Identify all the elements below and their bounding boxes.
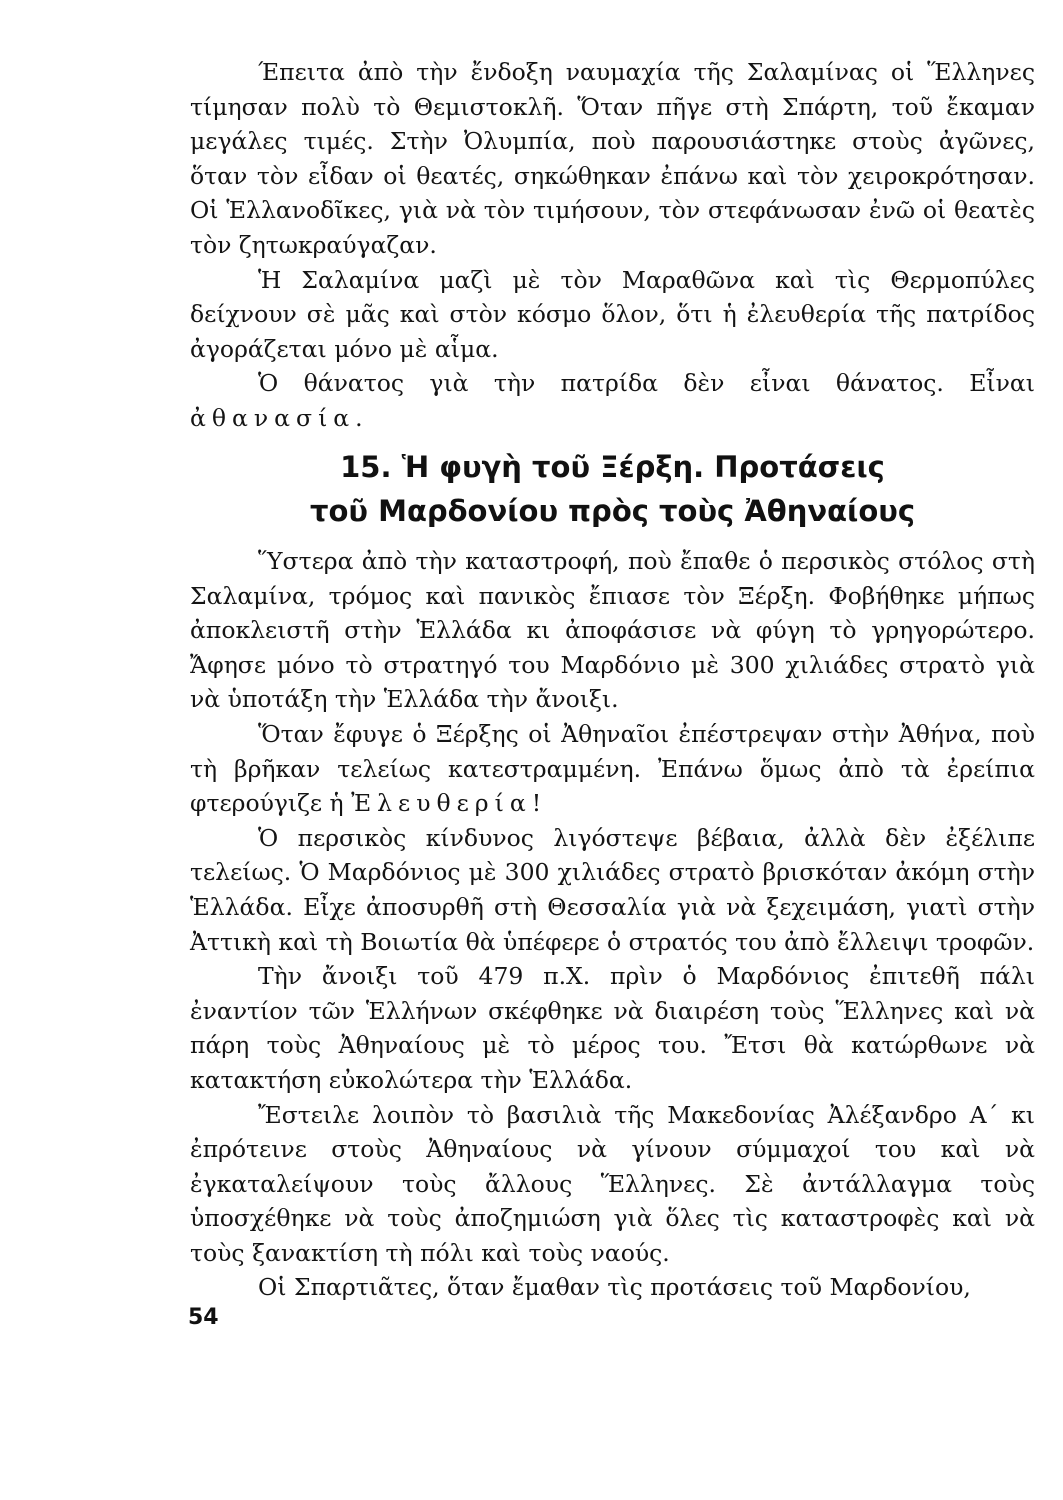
- section-heading: [190, 445, 1035, 533]
- emphasized-word: ἀθανασία.: [190, 403, 369, 432]
- paragraph: Ὁ περσικὸς κίνδυνος λιγόστεψε βέβαια, ἀλλὰ δὲν ἐξέλιπε τελείως. Ὁ Μαρδόνιος μὲ 300 χιλιάδες στρατὸ βρισκόταν ἀκόμη στὴν Ἑλλάδα. Εἶχε ἀποσυρθῆ στὴ Θεσσαλία γιὰ νὰ ξεχειμάση, γιατὶ στὴν Ἀττικὴ καὶ τὴ Βοιωτία θὰ ὑπέφερε ὁ στρατός του ἀπὸ ἔλλειψι τροφῶν.: [190, 823, 1035, 956]
- paragraph-text: Ὅταν ἔφυγε ὁ Ξέρξης οἱ Ἀθηναῖοι ἐπέστρεψαν στὴν Ἀθήνα, ποὺ τὴ βρῆκαν τελείως κατεστραμμένη. Ἐπάνω ὅμως ἀπὸ τὰ ἐρείπια φτερούγιζε ἡ: [190, 719, 1035, 818]
- paragraph-text: Ὁ θάνατος γιὰ τὴν πατρίδα δὲν εἶναι θάνατος. Εἶναι: [258, 369, 1035, 398]
- paragraph: Ἡ Σαλαμίνα μαζὶ μὲ τὸν Μαραθῶνα καὶ τὶς Θερμοπύλες δείχνουν σὲ μᾶς καὶ στὸν κόσμο ὅλον, ὅτι ἡ ἐλευθερία τῆς πατρίδος ἀγοράζεται μόνο μὲ αἷμα.: [190, 265, 1035, 363]
- section-heading-line: τοῦ Μαρδονίου πρὸς τοὺς Ἀθηναίους: [309, 494, 916, 528]
- emphasized-word: Ἐλευθερία!: [351, 789, 548, 818]
- paragraph: Έπειτα ἀπὸ τὴν ἔνδοξη ναυμαχία τῆς Σαλαμίνας οἱ Ἕλληνες τίμησαν πολὺ τὸ Θεμιστοκλῆ. Ὅταν πῆγε στὴ Σπάρτη, τοῦ ἔκαμαν μεγάλες τιμές. Στὴν Ὀλυμπία, ποὺ παρουσιάστηκε στοὺς ἀγῶνες, ὅταν τὸν εἶδαν οἱ θεατές, σηκώθηκαν ἐπάνω καὶ τὸν χειροκρότησαν. Οἱ Ἑλλανοδῖκες, γιὰ νὰ τὸν τιμήσουν, τὸν στεφάνωσαν ἐνῶ οἱ θεατὲς τὸν ζητωκραύγαζαν.: [190, 58, 1035, 259]
- section-text-block: [190, 544, 1035, 1305]
- paragraph: [190, 366, 1035, 435]
- paragraph: [190, 717, 1035, 821]
- section-heading-line: 15. Ἡ φυγὴ τοῦ Ξέρξη. Προτάσεις: [340, 450, 885, 484]
- paragraph: Ἔστειλε λοιπὸν τὸ βασιλιὰ τῆς Μακεδονίας Ἀλέξανδρο Α΄ κι ἐπρότεινε στοὺς Ἀθηναίους νὰ γίνουν σύμμαχοί του καὶ νὰ ἐγκαταλείψουν τοὺς ἄλλους Ἕλληνες. Σὲ ἀντάλλαγμα τοὺς ὑποσχέθηκε νὰ τοὺς ἀποζημιώση γιὰ ὅλες τὶς καταστροφὲς καὶ νὰ τοὺς ξανακτίση τὴ πόλι καὶ τοὺς ναούς.: [190, 1100, 1035, 1267]
- paragraph: Ὕστερα ἀπὸ τὴν καταστροφή, ποὺ ἔπαθε ὁ περσικὸς στόλος στὴ Σαλαμίνα, τρόμος καὶ πανικὸς ἔπιασε τὸν Ξέρξη. Φοβήθηκε μήπως ἀποκλειστῆ στὴν Ἑλλάδα κι ἀποφάσισε νὰ φύγη τὸ γρηγορώτερο. Ἄφησε μόνο τὸ στρατηγό του Μαρδόνιο μὲ 300 χιλιάδες στρατὸ γιὰ νὰ ὑποτάξη τὴν Ἑλλάδα τὴν ἄνοιξι.: [190, 547, 1035, 714]
- paragraph: Τὴν ἄνοιξι τοῦ 479 π.Χ. πρὶν ὁ Μαρδόνιος ἐπιτεθῆ πάλι ἐναντίον τῶν Ἑλλήνων σκέφθηκε νὰ διαιρέση τοὺς Ἕλληνες καὶ νὰ πάρη τοὺς Ἀθηναίους μὲ τὸ μέρος του. Ἔτσι θὰ κατώρθωνε νὰ κατακτήση εὐκολώτερα τὴν Ἑλλάδα.: [190, 962, 1035, 1094]
- intro-text-block: [190, 55, 1035, 436]
- paragraph: Οἱ Σπαρτιᾶτες, ὅταν ἔμαθαν τὶς προτάσεις τοῦ Μαρδονίου,: [258, 1273, 971, 1302]
- page-number: 54: [188, 1305, 219, 1330]
